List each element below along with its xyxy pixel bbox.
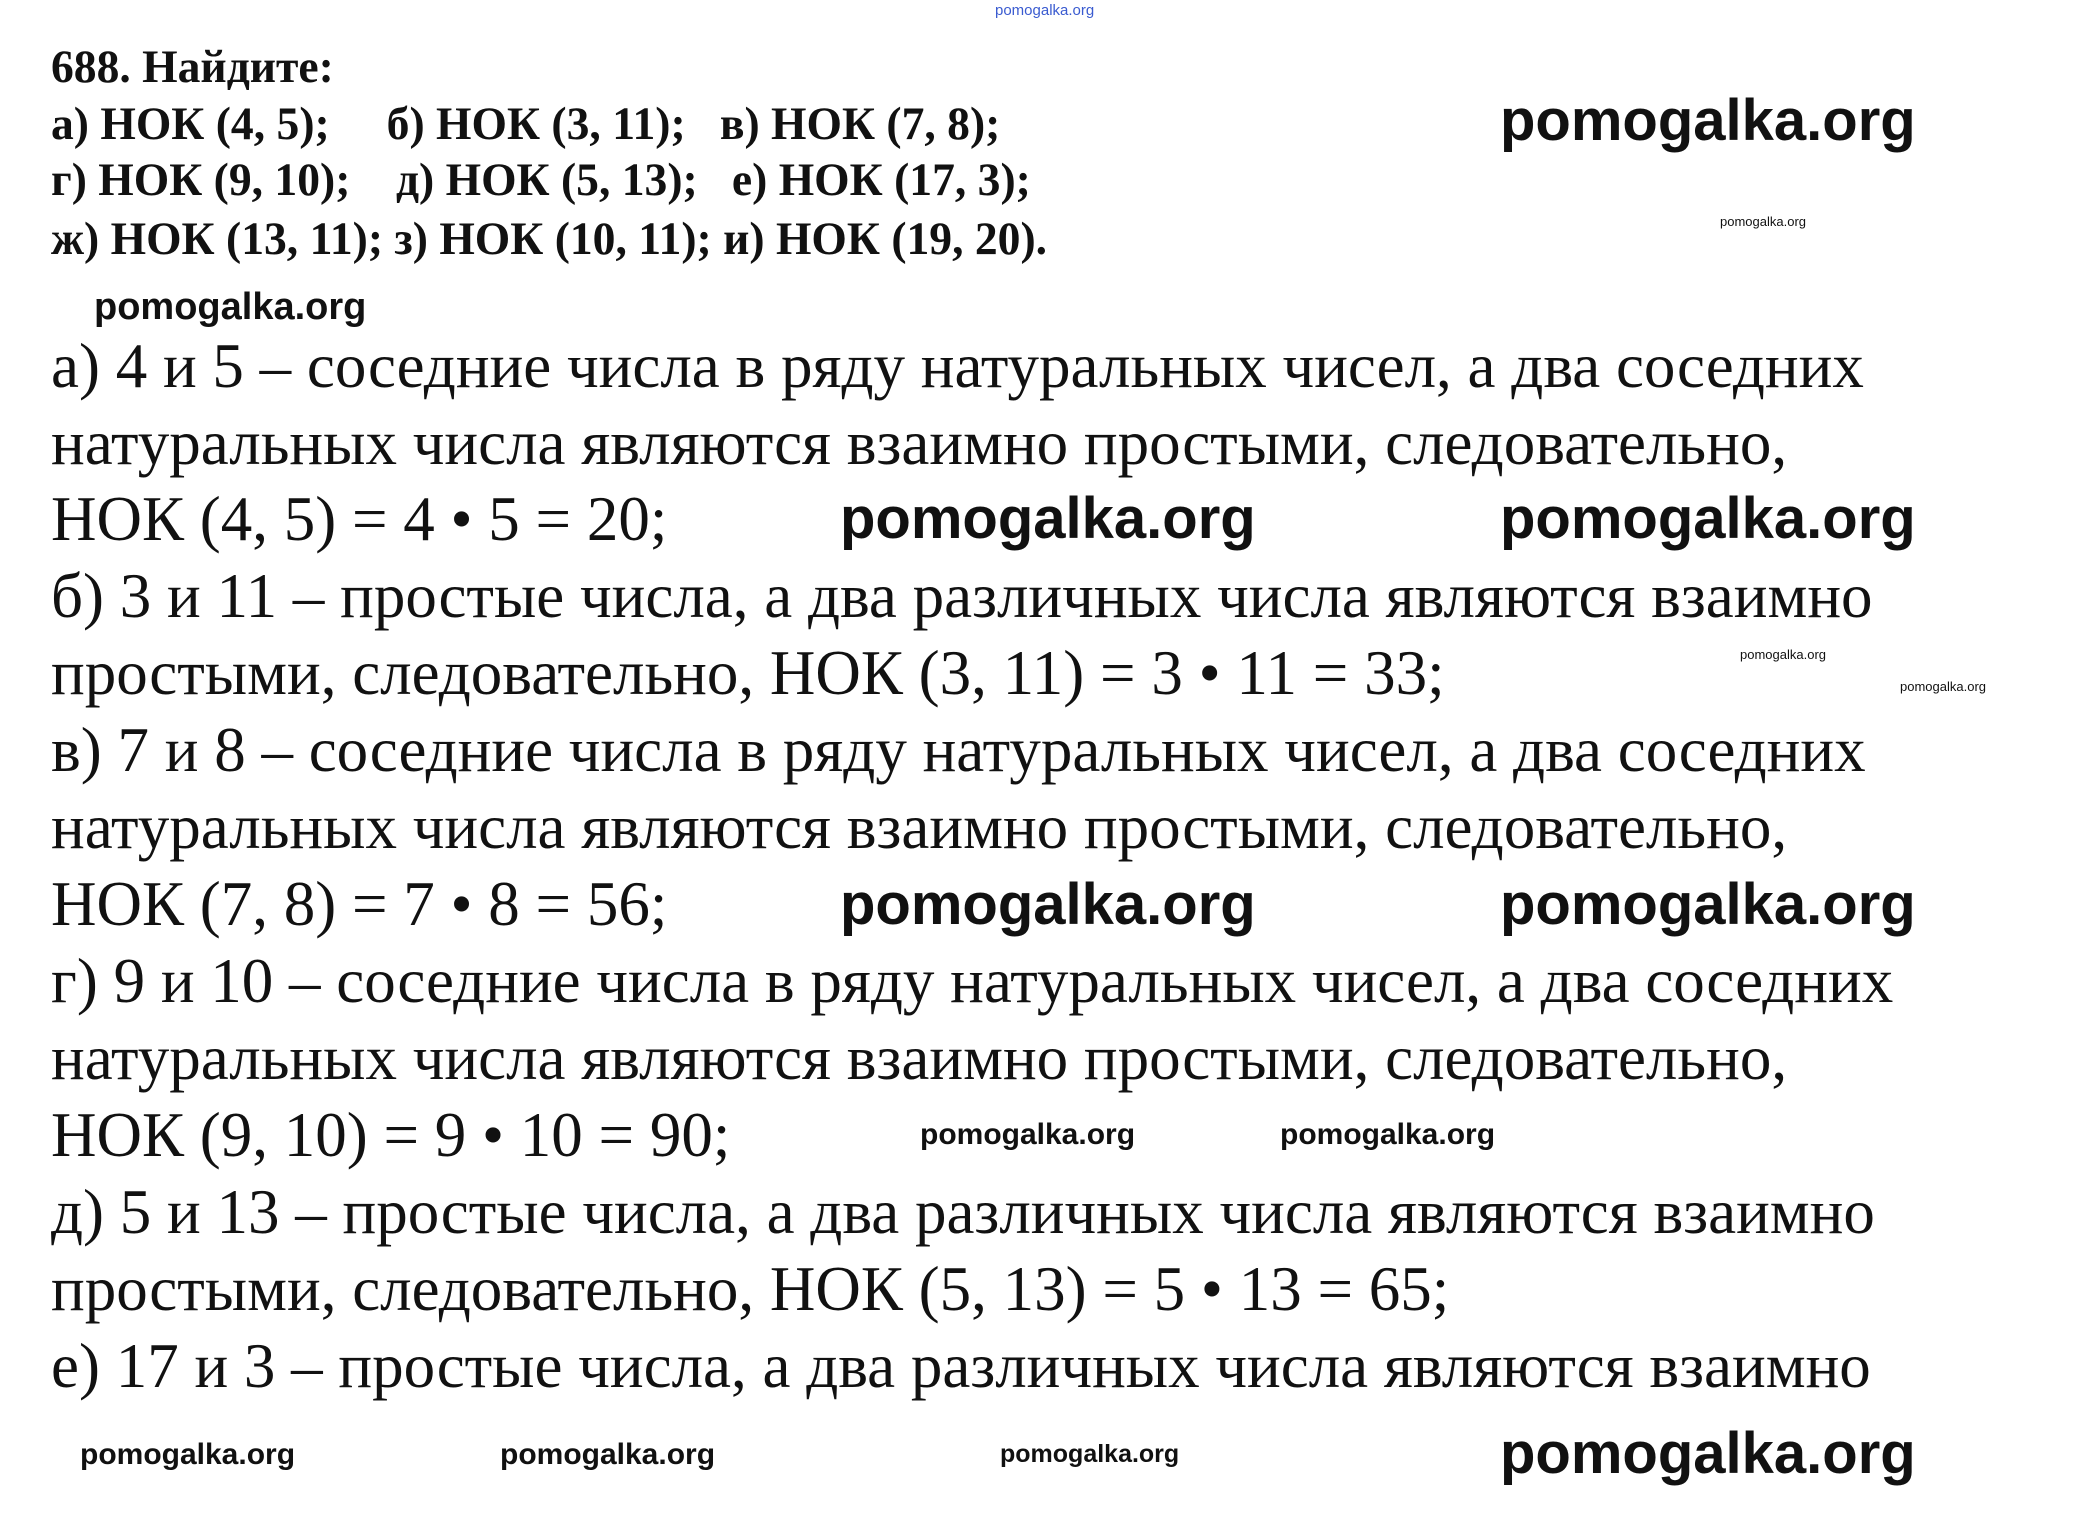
watermark: pomogalka.org [1500,872,1916,937]
solution-line: е) 17 и 3 – простые числа, а два различных числа являются взаимно [51,1331,1871,1401]
solution-line: д) 5 и 13 – простые числа, а два различных числа являются взаимно [51,1177,1875,1247]
solution-line: в) 7 и 8 – соседние числа в ряду натуральных чисел, а два соседних [51,715,1866,785]
solution-line: натуральных числа являются взаимно простыми, следовательно, [51,792,1788,862]
task-line: а) НОК (4, 5); б) НОК (3, 11); в) НОК (7, 8); [51,98,1001,150]
solution-line: натуральных числа являются взаимно простыми, следовательно, [51,408,1788,478]
problem-title: 688. Найдите: [51,41,334,93]
watermark: pomogalka.org [94,286,367,328]
watermark: pomogalka.org [1500,486,1916,551]
watermark: pomogalka.org [500,1438,716,1471]
watermark: pomogalka.org [1500,88,1916,153]
watermark: pomogalka.org [1500,1421,1916,1486]
watermark: pomogalka.org [1000,1440,1180,1468]
watermark: pomogalka.org [1720,214,1806,229]
solution-line: г) 9 и 10 – соседние числа в ряду натуральных чисел, а два соседних [51,946,1894,1016]
watermark: pomogalka.org [840,872,1256,937]
solution-line: НОК (4, 5) = 4 • 5 = 20; [51,484,668,554]
solution-line: НОК (7, 8) = 7 • 8 = 56; [51,869,668,939]
watermark: pomogalka.org [1900,679,1986,694]
watermark: pomogalka.org [840,486,1256,551]
watermark: pomogalka.org [1740,647,1826,662]
watermark-top: pomogalka.org [995,2,1095,19]
watermark: pomogalka.org [920,1118,1136,1151]
solution-line: простыми, следовательно, НОК (5, 13) = 5 • 13 = 65; [51,1254,1450,1324]
watermark: pomogalka.org [80,1438,296,1471]
solution-line: простыми, следовательно, НОК (3, 11) = 3 • 11 = 33; [51,638,1445,708]
task-line: г) НОК (9, 10); д) НОК (5, 13); е) НОК (17, 3); [51,154,1031,206]
task-line: ж) НОК (13, 11); з) НОК (10, 11); и) НОК (19, 20). [51,213,1048,265]
solution-line: НОК (9, 10) = 9 • 10 = 90; [51,1100,731,1170]
solution-line: а) 4 и 5 – соседние числа в ряду натуральных чисел, а два соседних [51,331,1864,401]
watermark: pomogalka.org [1280,1118,1496,1151]
solution-line: б) 3 и 11 – простые числа, а два различных числа являются взаимно [51,561,1873,631]
solution-line: натуральных числа являются взаимно простыми, следовательно, [51,1023,1788,1093]
